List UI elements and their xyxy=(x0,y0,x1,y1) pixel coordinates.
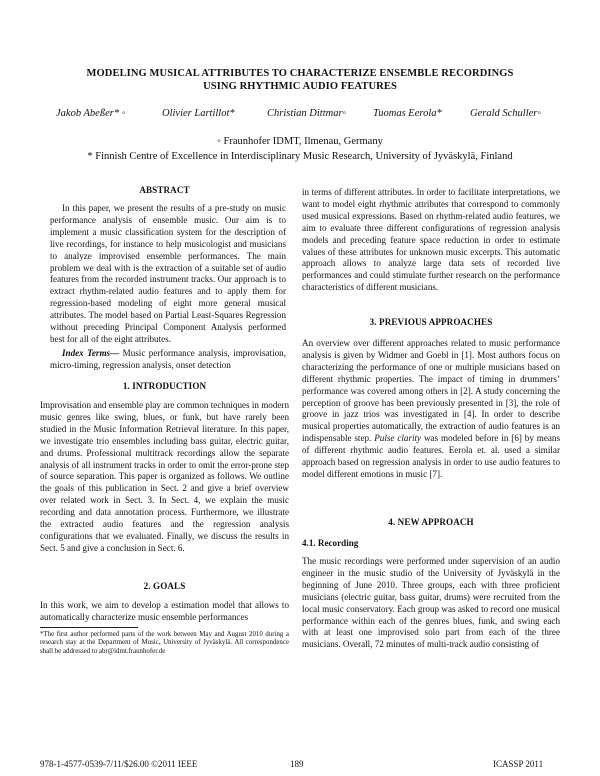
index-terms-label: Index Terms— xyxy=(62,347,120,358)
author: Olivier Lartillot* xyxy=(162,108,235,119)
recording-subheading: 4.1. Recording xyxy=(302,538,359,548)
previous-text-b: was modeled before in [6] by means of different rhythmic audio features. Eerola et. al. used a similar approach based on regression analysis in order to use audio features to model different emotions in music [7]. xyxy=(302,433,561,479)
abstract-body xyxy=(50,203,286,372)
index-terms-text: Music performance analysis, improvisation, micro-timing, regression analysis, onset detection xyxy=(50,347,286,370)
author: Jakob Abeßer* ◦ xyxy=(56,108,126,119)
venue: ICASSP 2011 xyxy=(493,759,544,769)
abstract-heading: ABSTRACT xyxy=(139,185,190,195)
pulse-clarity: Pulse clarity xyxy=(374,433,422,444)
index-terms xyxy=(50,348,286,372)
paper-title xyxy=(40,68,560,93)
intro-text: Improvisation and ensemble play are common techniques in modern music genres like swing, blues, or funk, but have rarely been studied in the Music Information Retrieval literature. In this paper, we investigate trio ensembles including bass guitar, electric guitar, and drums. Professional multitrack recordings allow the separate analysis of all instrument tracks in order to omit the error-prone step of source separation. This paper is organized as follows. We outline the goals of this publication in Sect. 2 and give a brief overview over related work in Sect. 3. In Sect. 4, we explain the music recording and data annotation process. Furthermore, we illustrate the extracted audio features and the regression analysis configurations that we evaluated. Finally, we discuss the results in Sect. 5 and give a conclusion in Sect. 6. xyxy=(40,400,289,553)
footnote: *The first author performed parts of the work between May and August 2010 during a research stay at the Department of Music, University of Jyväskylä. All correspondence shall be addressed to abr@idmt.fraunhofer.de xyxy=(40,631,289,655)
abstract-text: In this paper, we present the results of a pre-study on music performance analysis of ensemble music. Our aim is to implement a music classification system for the description of live recordings, for instance to help musicologist and musicians to analyze improvised ensemble performances. The main problem we deal with is the extraction of a suitable set of audio features from the recorded instrument tracks. Our approach is to extract rhythm-related audio features and to apply them for regression-based modeling of eight more general musical attributes. The model based on Partial Least-Squares Regression without preceding Principal Component Analysis performed best for all of the eight attributes. xyxy=(50,203,286,344)
intro-body xyxy=(40,400,289,555)
author-list xyxy=(0,108,600,122)
author: Christian Dittmar◦ xyxy=(267,108,347,119)
previous-text-a: An overview over different approaches related to music performance analysis is given by Widmer and Goebl in [1]. Most authors focus on characterizing the performance of one or multiple musicians based on different rhythmic properties. The impact of timing in drummers’ performance was covered among others in [2]. A study concerning the perception of groove has been previously presented in [3], the role of groove in jazz trios was investigated in [4]. In order to describe musical properties automatically, the extraction of audio features is an indispensable step. xyxy=(302,338,560,444)
affiliation-1: ◦ Fraunhofer IDMT, Ilmenau, Germany xyxy=(217,136,383,147)
previous-text xyxy=(302,338,560,481)
goals-continued xyxy=(302,187,560,294)
recording-body xyxy=(302,556,560,651)
isbn-line: 978-1-4577-0539-7/11/$26.00 ©2011 IEEE xyxy=(40,759,198,769)
footnote-rule xyxy=(40,627,138,628)
intro-heading: 1. INTRODUCTION xyxy=(122,381,207,391)
title-line-2: USING RHYTHMIC AUDIO FEATURES xyxy=(203,80,397,92)
author: Tuomas Eerola* xyxy=(373,108,442,119)
author: Gerald Schuller◦ xyxy=(470,108,542,119)
recording-text: The music recordings were performed under supervision of an audio engineer in the music studio of the University of Jyväskylä in the beginning of June 2010. Three groups, each with three proficient musicians (electric guitar, bass guitar, drums) were recruited from the local music conservatory. Each group was asked to record one musical performance within each of the genres blues, funk, and swing each with at least one improvised solo part from each of the three musicians. Overall, 72 minutes of multi-track audio consisting of xyxy=(302,556,560,650)
goals-body xyxy=(40,600,289,624)
goals-continued-text: in terms of different attributes. In order to facilitate interpretations, we want to model eight rhythmic attributes that correspond to commonly used musical expressions. Based on rhythm-related audio features, we aim to evaluate three different configurations of regression analysis models and preceding feature space reduction in order to estimate values of these attributes for unknown music excerpts. This automatic approach allows to analyze large data sets of recorded live performances and could stimulate further research on the performance characteristics of different musicians. xyxy=(302,187,560,293)
goals-text: In this work, we aim to develop a estimation model that allows to automatically characterize music ensemble performances xyxy=(40,600,289,622)
page-number: 189 xyxy=(290,759,304,769)
affiliation-2: * Finnish Centre of Excellence in Interdisciplinary Music Research, University of Jyväskylä, Finland xyxy=(87,151,513,162)
previous-heading: 3. PREVIOUS APPROACHES xyxy=(369,317,493,327)
new-approach-heading: 4. NEW APPROACH xyxy=(388,517,474,527)
title-line-1: MODELING MUSICAL ATTRIBUTES TO CHARACTERIZE ENSEMBLE RECORDINGS xyxy=(86,68,514,79)
goals-heading: 2. GOALS xyxy=(143,581,186,591)
previous-body xyxy=(302,338,560,481)
